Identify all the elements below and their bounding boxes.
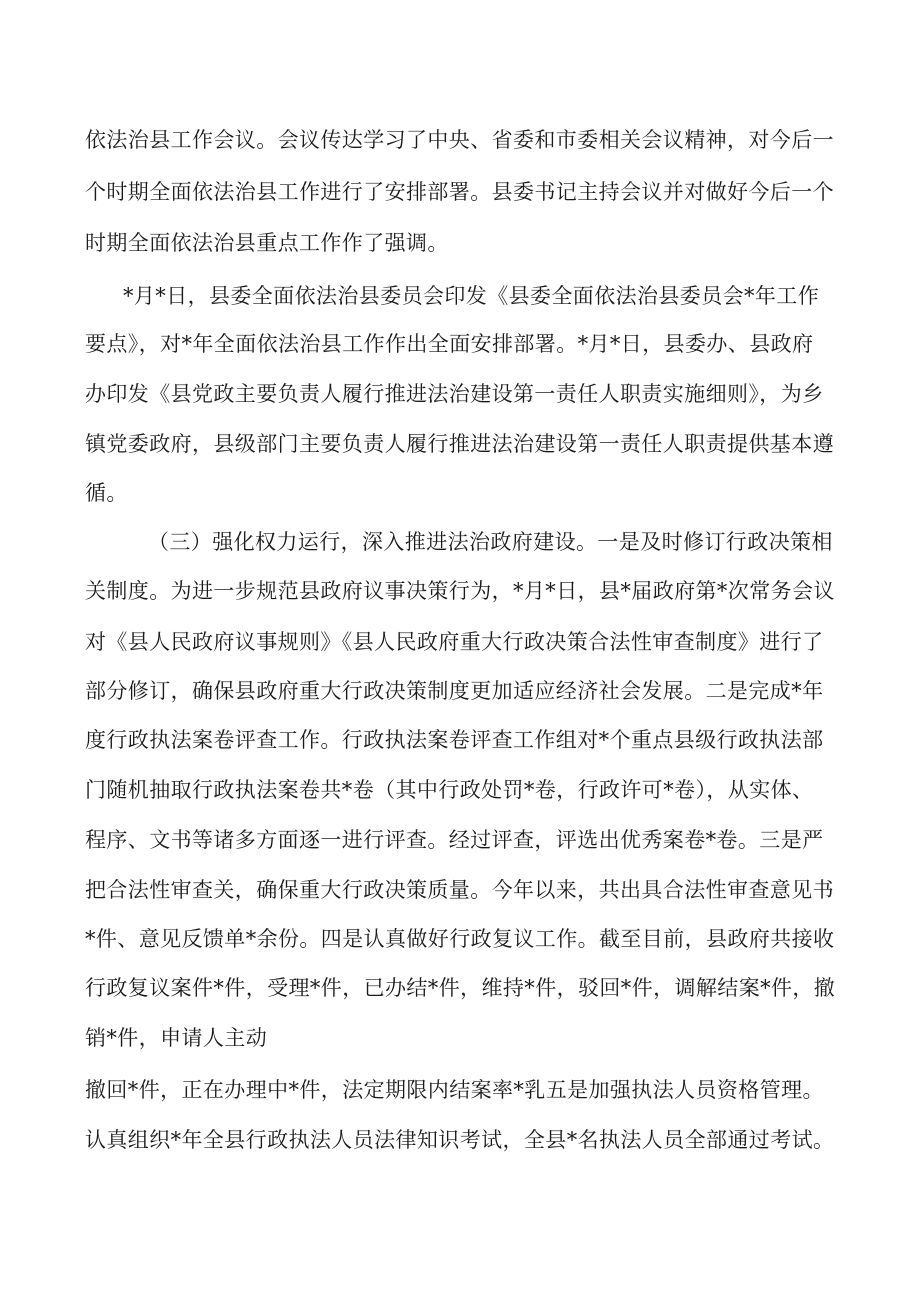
text-line: 撤回*件，正在办理中*件，法定期限内结案率*乳五是加强执法人员资格管理。 [85,1078,824,1102]
text-line: 认真组织*年全县行政执法人员法律知识考试，全县*名执法人员全部通过考试。 [85,1128,835,1152]
text-line: 行政复议案件*件，受理*件，已办结*件，维持*件，驳回*件，调解结案*件，撤 [85,976,836,1000]
text-line: 度行政执法案卷评查工作。行政执法案卷评查工作组对*个重点县级行政执法部 [85,728,824,752]
text-line: （三）强化权力运行，深入推进法治政府建设。一是及时修订行政决策相 [148,530,833,554]
text-line: 个时期全面依法治县工作进行了安排部署。县委书记主持会议并对做好今后一个 [85,180,834,204]
text-line: 程序、文书等诸多方面逐一进行评查。经过评查，评选出优秀案卷*卷。三是严 [85,828,824,852]
text-line: 时期全面依法治县重点工作作了强调。 [85,231,449,255]
text-line: 关制度。为进一步规范县政府议事决策行为，*月*日，县*届政府第*次常务会议 [85,579,835,603]
text-line: *月*日，县委全面依法治县委员会印发《县委全面依法治县委员会*年工作 [123,284,820,308]
text-line: 镇党委政府，县级部门主要负责人履行推进法治建设第一责任人职责提供基本遵 [85,432,834,456]
text-line: 门随机抽取行政执法案卷共*卷（其中行政处罚*卷，行政许可*卷），从实体、 [85,778,814,802]
text-line: *件、意见反馈单*余份。四是认真做好行政复议工作。截至目前，县政府共接收 [85,927,835,951]
text-line: 部分修订，确保县政府重大行政决策制度更加适应经济社会发展。二是完成*年 [85,679,824,703]
text-line: 销*件，申请人主动 [85,1026,268,1050]
text-line: 要点》，对*年全面依法治县工作作出全面安排部署。*月*日，县委办、县政府 [85,332,814,356]
text-line: 把合法性审查关，确保重大行政决策质量。今年以来，共出具合法性审查意见书 [85,878,834,902]
text-line: 对《县人民政府议事规则》《县人民政府重大行政决策合法性审查制度》进行了 [85,630,824,654]
text-line: 依法治县工作会议。会议传达学习了中央、省委和市委相关会议精神，对今后一 [85,128,834,152]
text-line: 循。 [85,481,128,505]
text-line: 办印发《县党政主要负责人履行推进法治建设第一责任人职责实施细则》，为乡 [85,382,824,406]
